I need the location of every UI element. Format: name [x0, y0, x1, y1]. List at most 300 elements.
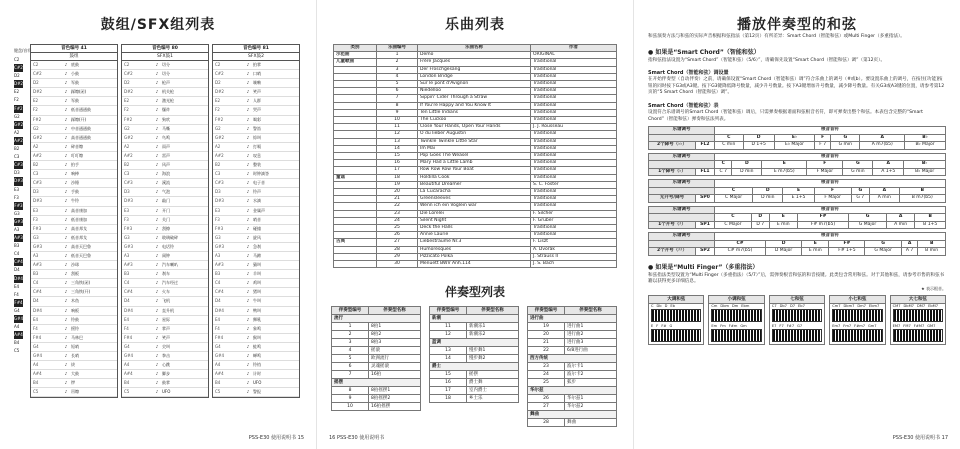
style-category: 华尔兹 — [528, 387, 617, 395]
key-label: D3 — [14, 170, 20, 176]
drum-icon: ♪ — [246, 343, 250, 349]
drum-row — [31, 334, 117, 343]
style-category-row — [528, 355, 617, 363]
drum-row — [122, 370, 208, 379]
drum-name: 碰撞 — [253, 225, 261, 231]
style-row — [430, 331, 519, 339]
key-note: F#3 — [215, 225, 224, 231]
drum-name: 低音天巴鲁 — [71, 252, 91, 258]
chord-label: Fm — [720, 323, 726, 328]
style-row — [528, 371, 617, 379]
chord-label: Dm — [731, 303, 739, 308]
style-name: 狐步 — [565, 379, 617, 387]
drum-icon: ♪ — [64, 362, 68, 368]
drum-name: 计时 — [253, 371, 261, 377]
drum-name: 牛叫 — [253, 298, 261, 304]
song-author: Traditional — [531, 131, 617, 138]
key-label: G2 — [14, 113, 20, 119]
style-row — [528, 419, 617, 427]
key-note: A#2 — [124, 152, 133, 158]
column-name: 鼓组 — [31, 53, 117, 61]
chord-name: G min — [831, 142, 860, 150]
song-category — [334, 189, 377, 196]
mini-keyboard — [651, 329, 701, 342]
song-number: 20 — [377, 189, 418, 196]
key-note: A#4 — [215, 371, 224, 377]
key-note: F#2 — [33, 116, 42, 122]
smart-chord-key-heading: Smart Chord（智能和弦）调设置 — [648, 70, 729, 77]
mini-keyboard — [832, 309, 882, 322]
drum-icon: ♪ — [64, 71, 68, 77]
drum-icon: ♪ — [246, 271, 250, 277]
song-number: 26 — [377, 232, 418, 239]
chord-label: E — [651, 323, 654, 328]
style-name: 慢步舞1 — [467, 347, 519, 355]
song-author: J. S. Bach — [531, 261, 617, 268]
key-note: G2 — [215, 125, 221, 131]
chord-table-header-row — [649, 206, 946, 214]
page-chord-guide — [634, 0, 960, 449]
song-name: Der Froschgesang — [418, 66, 531, 73]
key-label: A#3 — [14, 234, 23, 242]
style-category: 流行 — [332, 315, 421, 323]
page-song-list — [317, 0, 634, 449]
drum-row — [213, 106, 299, 115]
mini-keyboard — [772, 309, 822, 322]
song-name: Liebestraume Nr.3 — [418, 239, 531, 246]
key-label: A#4 — [14, 331, 23, 339]
drum-icon: ♪ — [246, 389, 250, 395]
sfx-kit1-column — [121, 44, 209, 398]
chord-name: F Major — [807, 168, 843, 176]
drum-row — [31, 61, 117, 70]
style-row — [332, 363, 421, 371]
key-note: D#4 — [215, 307, 224, 313]
drum-row — [122, 170, 208, 179]
song-author: ORIGINAL — [531, 52, 617, 59]
key-signature-label: 乐谱调号 — [649, 233, 715, 241]
chord-name: A 1+5 — [873, 168, 904, 176]
key-note: A4 — [33, 362, 39, 368]
drum-name: 哨音 — [253, 216, 261, 222]
song-number: 23 — [377, 210, 418, 217]
song-category — [334, 261, 377, 268]
key-label: C4 — [14, 251, 20, 257]
style-row — [332, 387, 421, 395]
song-author: Traditional — [531, 109, 617, 116]
chord-type-title: 大七和弦 — [891, 296, 945, 304]
drum-row — [31, 379, 117, 388]
root-note: A — [886, 214, 915, 222]
song-name: Greensleeves — [418, 196, 531, 203]
chord-label: Ebm7 — [868, 303, 880, 308]
chord-label: EbM7 — [928, 303, 939, 308]
chord-type-title: 七和弦 — [770, 296, 824, 304]
drum-name: 笑声 — [253, 89, 261, 95]
chord-label: F#M7 — [913, 323, 925, 328]
chord-type-title: 小七和弦 — [830, 296, 884, 304]
song-category — [334, 109, 377, 116]
drum-row — [31, 188, 117, 197]
drum-row — [213, 234, 299, 243]
song-category — [334, 124, 377, 131]
drum-row — [122, 352, 208, 361]
chord-name: G 7 — [851, 195, 870, 203]
key-note: F4 — [215, 325, 220, 331]
key-signature: 2个升号（♯♯） — [649, 248, 696, 256]
chord-label: C — [651, 303, 654, 308]
song-category — [334, 73, 377, 80]
drum-name: 钹 — [71, 362, 75, 368]
blank — [649, 161, 715, 169]
key-note: B2 — [124, 162, 130, 168]
drum-icon: ♪ — [155, 343, 159, 349]
drum-name: 碎音镲 — [71, 143, 83, 149]
root-note: A — [873, 161, 904, 169]
key-signature: 1个降号（♭） — [649, 168, 696, 176]
drum-row — [122, 225, 208, 234]
drum-row — [122, 270, 208, 279]
song-number: 17 — [377, 167, 418, 174]
key-code: FL2 — [696, 142, 715, 150]
song-name: Wenn ich ein Vöglein wär — [418, 203, 531, 210]
drum-row — [122, 116, 208, 125]
chord-table — [648, 206, 946, 230]
drum-icon: ♪ — [155, 80, 159, 86]
song-author: Traditional — [531, 102, 617, 109]
song-number: 2 — [377, 59, 418, 66]
root-note: B♭ — [905, 134, 946, 142]
chord-name: B 1+5 — [915, 221, 946, 229]
style-row — [332, 331, 421, 339]
drum-icon: ♪ — [64, 171, 68, 177]
key-note: A3 — [33, 252, 39, 258]
style-name: 16拍 — [369, 371, 421, 379]
drum-name: 人群 — [253, 98, 261, 104]
key-note: C#4 — [215, 289, 224, 295]
chord-name: C 7 — [715, 168, 732, 176]
drum-icon: ♪ — [155, 207, 159, 213]
drum-name: 刹车 — [162, 271, 170, 277]
drum-row — [213, 225, 299, 234]
key-note: C2 — [33, 62, 39, 67]
chord-name: E♭ Major — [774, 142, 814, 150]
key-note: B2 — [215, 162, 221, 168]
drum-row — [31, 307, 117, 316]
style-category: 新潮 — [430, 315, 519, 323]
drum-row — [122, 234, 208, 243]
style-category-row — [332, 379, 421, 387]
style-name: 华尔兹1 — [565, 395, 617, 403]
song-category: 儿童歌曲 — [334, 59, 377, 66]
drum-name: 火车 — [162, 289, 170, 295]
drum-name: 汽车经过 — [162, 280, 178, 286]
drum-icon: ♪ — [155, 125, 159, 131]
song-number: 5 — [377, 81, 418, 88]
style-category-row — [430, 363, 519, 371]
song-name: Pizzicato Polka — [418, 253, 531, 260]
song-name: Row Row Row Your Boat — [418, 167, 531, 174]
drum-icon: ♪ — [64, 353, 68, 358]
drum-icon: ♪ — [64, 280, 68, 286]
drum-name: 海浪 — [162, 171, 170, 177]
style-number: 7 — [332, 371, 369, 379]
drum-icon: ♪ — [64, 189, 68, 195]
drum-row — [213, 216, 299, 225]
key-note: C#4 — [124, 289, 133, 295]
drum-icon: ♪ — [64, 89, 68, 95]
key-signature-label: 乐谱调号 — [649, 206, 715, 214]
drum-name: 急刹 — [253, 243, 261, 249]
style-number: 21 — [528, 339, 565, 347]
root-note: B — [918, 240, 946, 248]
drum-name: 长哨 — [71, 353, 79, 358]
drum-name: 心跳 — [162, 362, 170, 368]
style-list-title: 伴奏型列表 — [444, 285, 505, 299]
song-number: 8 — [377, 102, 418, 109]
column-number: 音色编号 80 — [122, 45, 208, 53]
key-label: G4 — [14, 307, 20, 313]
song-category — [334, 232, 377, 239]
key-note: A4 — [124, 362, 130, 368]
drum-row — [31, 370, 117, 379]
key-note: E3 — [215, 207, 221, 213]
intro-text: 和弦演奏方法与和弦的实际声音根据和弦指法（第12页）有所差异：Smart Chord（智能和弦）或Multi Finger（多重指法）。 — [648, 34, 905, 39]
drum-icon: ♪ — [155, 225, 159, 231]
key-note: G4 — [33, 343, 39, 349]
drum-name: 中音通通鼓 — [71, 125, 91, 131]
style-name: 华尔兹2 — [565, 403, 617, 411]
song-category — [334, 66, 377, 73]
drum-row — [122, 152, 208, 161]
drum-name: 猴叫 — [253, 334, 261, 340]
song-number: 7 — [377, 95, 418, 102]
key-note: E2 — [33, 98, 39, 104]
drum-icon: ♪ — [64, 207, 68, 213]
drum-name: 惊叫 — [253, 134, 261, 140]
song-category: 童谣 — [334, 174, 377, 181]
chord-name: E 1+5 — [783, 195, 814, 203]
key-signature: 1个升号（♯） — [649, 221, 696, 229]
root-notes-row — [649, 214, 946, 222]
drum-icon: ♪ — [155, 252, 159, 258]
drum-name: 叮叮镲 — [71, 152, 83, 158]
chord-table — [648, 179, 946, 203]
drum-name: 玻璃破碎 — [162, 234, 178, 240]
song-row — [334, 81, 617, 88]
style-number: 10 — [332, 403, 369, 411]
song-category — [334, 102, 377, 109]
key-note: G#4 — [124, 353, 133, 358]
drum-name: 爆炸 — [162, 107, 170, 113]
drum-row — [122, 388, 208, 397]
root-note: F — [807, 161, 843, 169]
drum-name: 狮吼 — [253, 316, 261, 322]
key-label: G#3 — [14, 218, 23, 226]
drum-icon: ♪ — [155, 71, 159, 77]
drum-row — [213, 61, 299, 70]
drum-row — [31, 216, 117, 225]
page-footer: PSS-E30 使用说明书 15 — [248, 435, 304, 441]
drum-name: 喝彩 — [253, 116, 261, 122]
key-label: B4 — [14, 340, 20, 346]
key-note: G#3 — [215, 243, 224, 249]
root-note: G — [849, 214, 887, 222]
drum-icon: ♪ — [246, 98, 250, 104]
style-row — [528, 379, 617, 387]
style-category: 西方传统 — [528, 355, 617, 363]
root-note: E — [769, 214, 797, 222]
song-category — [334, 81, 377, 88]
drum-row — [122, 197, 208, 206]
key-label: A2 — [14, 129, 20, 135]
root-note: C — [715, 214, 752, 222]
key-note: C5 — [215, 389, 221, 395]
chord-keyboard-box — [708, 295, 764, 345]
drum-name: 关门 — [162, 216, 170, 222]
drum-name: 摇铃 — [71, 325, 79, 331]
chords-row — [649, 195, 946, 203]
drum-row — [31, 116, 117, 125]
chord-keyboard-box — [769, 295, 825, 345]
drum-icon: ♪ — [64, 143, 68, 149]
root-note: F# — [797, 214, 849, 222]
drum-row — [31, 106, 117, 115]
style-number: 1 — [332, 323, 369, 331]
drum-name: 机关枪 — [162, 89, 174, 95]
drum-name: 咳嗽 — [253, 80, 261, 86]
style-row — [332, 347, 421, 355]
style-number: 22 — [528, 347, 565, 355]
drum-row — [122, 179, 208, 188]
drum-name: 气泡 — [162, 189, 170, 195]
drum-icon: ♪ — [64, 116, 68, 122]
key-note: G2 — [33, 125, 39, 131]
key-label: D#3 — [14, 177, 23, 185]
song-name: Frère Jacques — [418, 59, 531, 66]
sfx-kit2-column — [212, 44, 300, 398]
drum-name: 响棒 — [71, 171, 79, 177]
drum-name: 警报 — [253, 389, 261, 395]
drum-icon: ♪ — [246, 216, 250, 222]
song-name: Close Your Hands, Open Your Hands — [418, 124, 531, 131]
drum-name: 尖叫 — [162, 343, 170, 349]
drum-row — [213, 161, 299, 170]
drum-name: 吊镲 — [71, 389, 79, 395]
key-label: D#4 — [14, 275, 23, 283]
key-label: A3 — [14, 226, 20, 232]
drum-row — [31, 143, 117, 152]
chord-table — [648, 232, 946, 256]
song-name: La Cucaracha — [418, 189, 531, 196]
chord-label: Db — [656, 303, 662, 308]
drum-icon: ♪ — [246, 316, 250, 322]
song-category — [334, 117, 377, 124]
song-number: 28 — [377, 246, 418, 253]
chord-keyboard-box — [648, 295, 704, 345]
drum-icon: ♪ — [246, 189, 250, 195]
chord-type-title: 大调和弦 — [649, 296, 703, 304]
column-name: SFX鼓1 — [122, 53, 208, 61]
chord-label: DM7 — [916, 303, 926, 308]
song-column-header: 作者 — [531, 45, 617, 52]
song-category — [334, 160, 377, 167]
style-number: 24 — [528, 371, 565, 379]
drum-row — [122, 379, 208, 388]
key-label: F4 — [14, 291, 19, 297]
drum-row — [31, 79, 117, 88]
key-note: C#2 — [124, 71, 133, 77]
root-note: C# — [715, 240, 766, 248]
drum-row — [213, 316, 299, 325]
chord-label: Gm7 — [868, 323, 877, 328]
drum-icon: ♪ — [64, 389, 68, 395]
drum-name: 雷声 — [162, 152, 170, 158]
drum-name: 警笛 — [253, 125, 261, 131]
key-note: C#4 — [33, 289, 42, 295]
drum-name: 星际 — [162, 316, 170, 322]
drum-icon: ♪ — [155, 143, 159, 149]
song-row — [334, 174, 617, 181]
song-row — [334, 153, 617, 160]
key-label: D2 — [14, 73, 20, 79]
drum-row — [213, 252, 299, 261]
song-author: J. J. Rousseau — [531, 124, 617, 131]
style-category: 蓝调 — [430, 339, 519, 347]
key-label: F2 — [14, 97, 19, 103]
page-title: 播放伴奏型的和弦 — [737, 17, 857, 33]
drum-icon: ♪ — [155, 189, 159, 195]
mini-keyboard — [711, 329, 761, 342]
song-row — [334, 145, 617, 152]
style-name: 摇摆 — [467, 371, 519, 379]
song-author: Traditional — [531, 153, 617, 160]
drum-icon: ♪ — [64, 225, 68, 231]
key-note: D2 — [215, 80, 221, 86]
drum-row — [31, 361, 117, 370]
key-note: D3 — [124, 189, 130, 195]
chord-label: Dbm — [720, 303, 729, 308]
style-number: 12 — [430, 331, 467, 339]
chord-label: F — [656, 323, 659, 328]
key-note: A2 — [215, 143, 221, 149]
drum-name: 电子音 — [253, 180, 265, 186]
drum-row — [213, 307, 299, 316]
style-row — [332, 371, 421, 379]
style-row — [528, 339, 617, 347]
page-footer: 16 PSS-E30 使用说明书 — [329, 435, 385, 441]
song-author: Traditional — [531, 174, 617, 181]
chord-labels — [830, 324, 884, 329]
drum-row — [31, 316, 117, 325]
mini-keyboard — [711, 309, 761, 322]
drum-icon: ♪ — [64, 125, 68, 131]
chord-label: Gm — [740, 323, 747, 328]
drum-row — [122, 334, 208, 343]
page-footer: PSS-E30 使用说明书 17 — [892, 435, 948, 441]
song-category — [334, 246, 377, 253]
key-note: C#3 — [33, 180, 42, 186]
chord-label: GM7 — [927, 323, 936, 328]
drum-name: 时钟滴答 — [253, 171, 269, 177]
chord-name: F 7 — [815, 142, 831, 150]
style-number: 5 — [332, 355, 369, 363]
drum-name: 低音通通鼓 — [71, 107, 91, 113]
drum-name: 马林巴 — [71, 334, 83, 340]
drum-name: 锣 — [71, 380, 75, 386]
smart-chord-table-heading: Smart Chord（智能和弦）表 — [648, 102, 719, 109]
song-name: Silent Night — [418, 217, 531, 224]
